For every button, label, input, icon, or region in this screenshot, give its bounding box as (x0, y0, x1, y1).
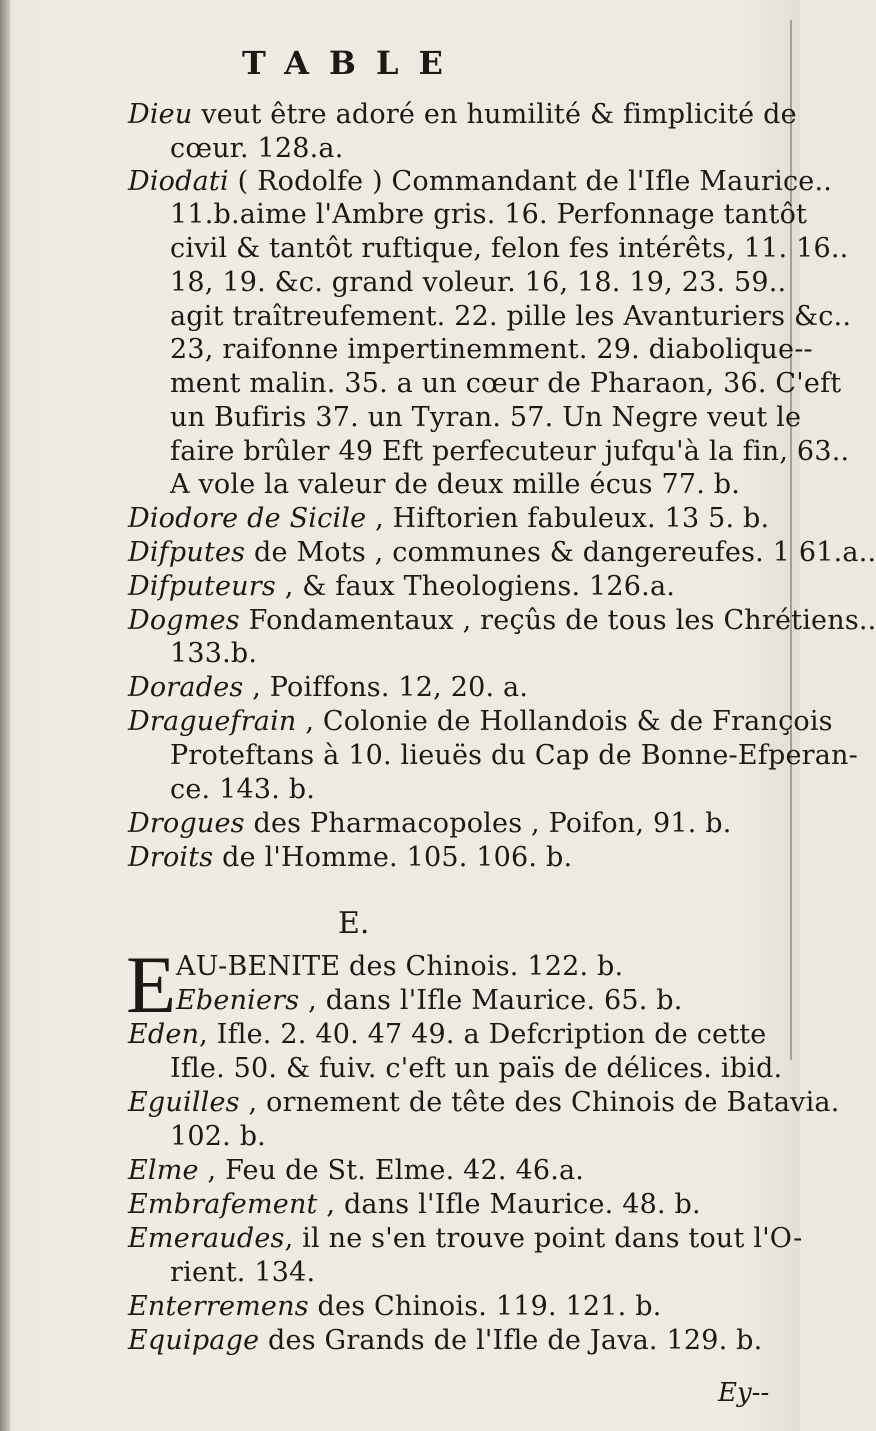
index-line: Drogues des Pharmacopoles , Poifon, 91. b. (128, 808, 732, 839)
index-line: Enterremens des Chinois. 119. 121. b. (128, 1291, 662, 1322)
index-line: 11.b.aime l'Ambre gris. 16. Perfonnage tantôt (170, 199, 808, 230)
index-line: Ebeniers , dans l'Ifle Maurice. 65. b. (176, 985, 683, 1016)
index-line: Difputes de Mots , communes & dangereufes. 1 61.a.. (128, 537, 876, 568)
index-line: Eguilles , ornement de tête des Chinois de Batavia. (128, 1087, 840, 1118)
catchword: Ey-- (718, 1378, 770, 1408)
index-line: rient. 134. (170, 1257, 316, 1288)
index-line: Diodati ( Rodolfe ) Commandant de l'Ifle Maurice.. (128, 166, 833, 197)
index-line: Draguefrain , Colonie de Hollandois & de François (128, 706, 833, 737)
index-line: ce. 143. b. (170, 774, 316, 805)
index-line: 18, 19. &c. grand voleur. 16, 18. 19, 23. 59.. (170, 267, 787, 298)
page-title: TABLE (242, 44, 463, 82)
index-line: Elme , Feu de St. Elme. 42. 46.a. (128, 1155, 585, 1186)
index-line: 133.b. (170, 638, 258, 669)
index-line: faire brûler 49 Eft perfecuteur jufqu'à la fin, 63.. (170, 436, 850, 467)
drop-cap: E (126, 939, 177, 1030)
index-line: A vole la valeur de deux mille écus 77. b. (170, 469, 741, 500)
index-line: Proteftans à 10. lieuës du Cap de Bonne-Efperan- (170, 740, 858, 771)
index-line: agit traîtreufement. 22. pille les Avanturiers &c.. (170, 301, 852, 332)
page-left-edge (0, 0, 10, 1431)
index-line: Emeraudes, il ne s'en trouve point dans tout l'O- (128, 1223, 803, 1254)
index-line: Eden, Ifle. 2. 40. 47 49. a Defcription de cette (128, 1019, 767, 1050)
index-line: cœur. 128.a. (170, 133, 344, 164)
index-line: Difputeurs , & faux Theologiens. 126.a. (128, 571, 676, 602)
index-line: Diodore de Sicile , Hiftorien fabuleux. 13 5. b. (128, 503, 770, 534)
index-line: 102. b. (170, 1121, 266, 1152)
index-line: Equipage des Grands de l'Ifle de Java. 129. b. (128, 1325, 763, 1356)
index-line: Ifle. 50. & fuiv. c'eft un païs de délices. ibid. (170, 1053, 783, 1084)
index-line: 23, raifonne impertinemment. 29. diabolique-- (170, 334, 813, 365)
index-line: Droits de l'Homme. 105. 106. b. (128, 842, 573, 873)
index-line: un Bufiris 37. un Tyran. 57. Un Negre veut le (170, 402, 802, 433)
index-line: Embrafement , dans l'Ifle Maurice. 48. b. (128, 1189, 701, 1220)
section-heading: E. (338, 906, 370, 941)
index-line: civil & tantôt ruftique, felon fes intérêts, 11. 16.. (170, 233, 849, 264)
index-line: Dogmes Fondamentaux , reçûs de tous les Chrétiens.. (128, 605, 876, 636)
index-line: AU-BENITE des Chinois. 122. b. (176, 951, 624, 982)
index-line: Dorades , Poiffons. 12, 20. a. (128, 672, 529, 703)
index-line: ment malin. 35. a un cœur de Pharaon, 36. C'eft (170, 368, 842, 399)
index-line: Dieu veut être adoré en humilité & fimplicité de (128, 99, 797, 130)
